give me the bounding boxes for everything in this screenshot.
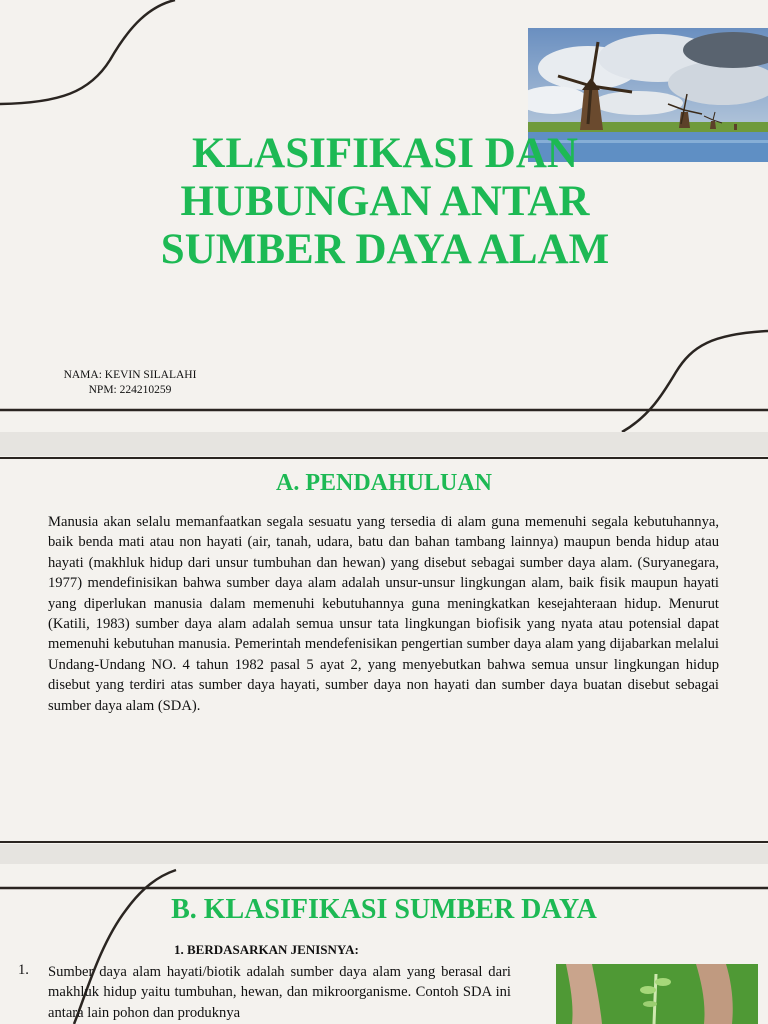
- page-title: KLASIFIKASI DAN HUBUNGAN ANTAR SUMBER DAYA ALAM: [160, 130, 610, 273]
- list-item: Sumber daya alam hayati/biotik adalah sumber daya alam yang berasal dari makhluk hidup yaitu tumbuhan, hewan, dan mikroorganisme. Contoh SDA ini antara lain pohon dan produknya: [48, 964, 511, 1021]
- plant-photo: [556, 964, 758, 1024]
- section-heading: B. KLASIFIKASI SUMBER DAYA: [171, 894, 597, 925]
- author-name: NAMA: KEVIN SILALAHI: [63, 369, 197, 381]
- introduction-paragraph: Manusia akan selalu memanfaatkan segala sesuatu yang tersedia di alam guna memenuhi segala kebutuhannya, baik benda mati atau non hayati (air, tanah, udara, batu dan bahan tambang lainnya) maupun benda hidup atau hayati (makhluk hidup dari unsur tumbuhan dan hewan) yang disebut sebagai sumber daya alam. (Suryanegara, 1977) mendefinisikan bahwa sumber daya alam adalah unsur-unsur lingkungan alam, baik fisik maupun hayati yang diperlukan manusia dalam memenuhi kebutuhannya guna meningkatkan kesejahteraan hidup. Menurut (Katili, 1983) sumber daya alam adalah semua unsur tata lingkungan biofisik yang nyata atau potensial dapat memenuhi kebutuhan manusia. Pemerintah mendefenisikan pengertian sumber daya alam yang dijabarkan melalui Undang-Undang NO. 4 tahun 1982 pasal 5 ayat 2, yang menyebutkan bahwa semua unsur lingkungan hidup disebut yang terdiri atas sumber daya hayati, sumber daya non hayati dan sumber daya buatan disebut sebagai sumber daya alam (SDA).: [48, 514, 719, 714]
- subsection-heading: 1. BERDASARKAN JENISNYA:: [174, 942, 359, 957]
- author-info: [40, 368, 220, 398]
- classification-slide: [0, 864, 768, 1024]
- title-slide: [0, 0, 768, 432]
- section-heading: A. PENDAHULUAN: [276, 470, 492, 496]
- author-npm: NPM: 224210259: [88, 384, 172, 396]
- list-number: 1.: [18, 962, 29, 978]
- introduction-slide: [0, 456, 768, 844]
